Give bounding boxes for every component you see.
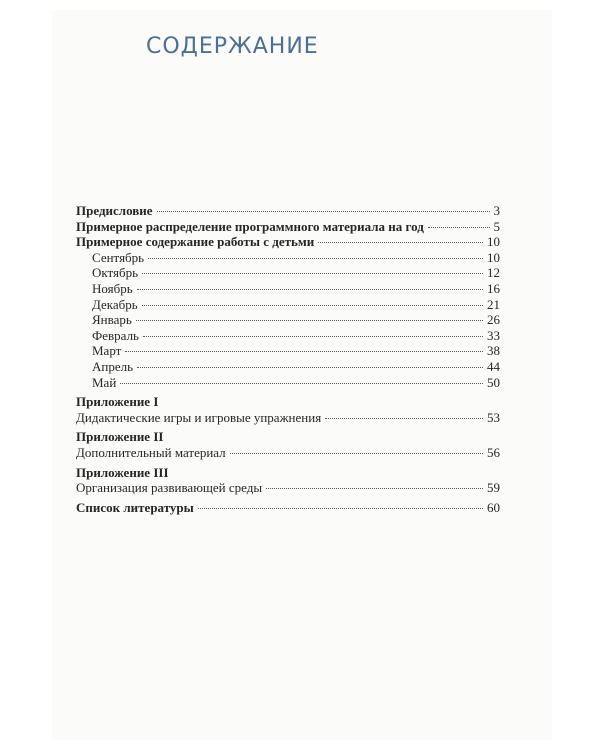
toc-entry-label: Ноябрь	[92, 280, 133, 296]
toc-entry-label: Приложение III	[76, 464, 169, 480]
toc-entry	[76, 250, 500, 266]
toc-entry	[76, 297, 500, 313]
toc-entry	[76, 359, 500, 375]
toc-entry-page-number: 59	[487, 480, 500, 496]
dot-leader	[142, 305, 483, 306]
page-title: СОДЕРЖАНИЕ	[146, 34, 319, 59]
toc-entry-page-number: 21	[487, 296, 500, 312]
toc-entry-page-number: 44	[487, 358, 500, 374]
toc-entry-label: Примерное содержание работы с детьми	[76, 234, 315, 250]
toc-entry-label: Декабрь	[92, 296, 138, 312]
toc-entry-label: Октябрь	[92, 265, 139, 281]
toc-entry	[76, 343, 500, 359]
toc-entry-page-number: 16	[487, 280, 500, 296]
dot-leader	[143, 336, 483, 337]
toc-entry	[76, 429, 500, 445]
dot-leader	[325, 418, 483, 419]
toc-entry-label: Дополнительный материал	[76, 444, 226, 460]
dot-leader	[266, 488, 483, 489]
toc-entry	[76, 480, 500, 496]
toc-entry	[76, 234, 500, 250]
dot-leader	[137, 367, 483, 368]
toc-entry	[76, 465, 500, 481]
toc-entry-page-number: 56	[487, 444, 500, 460]
dot-leader	[142, 273, 483, 274]
dot-leader	[157, 211, 490, 212]
toc-entry	[76, 203, 500, 219]
toc-entry-page-number: 60	[487, 499, 500, 515]
toc-entry-page-number: 50	[487, 374, 500, 390]
toc-entry-page-number: 10	[487, 249, 500, 265]
toc-entry	[76, 500, 500, 516]
toc-entry-label: Апрель	[92, 358, 134, 374]
toc-entry-label: Предисловие	[76, 203, 153, 218]
toc-entry-label: Дидактические игры и игровые упражнения	[76, 409, 322, 425]
toc-entry-label: Май	[92, 374, 117, 390]
toc-entry-page-number: 3	[493, 203, 500, 218]
toc-entry-label: Март	[92, 343, 122, 359]
dot-leader	[125, 351, 483, 352]
toc-entry-page-number: 12	[487, 265, 500, 281]
toc-entry-page-number: 53	[487, 409, 500, 425]
toc-entry-label: Организация развивающей среды	[76, 480, 263, 496]
dot-leader	[136, 320, 483, 321]
toc-entry	[76, 375, 500, 391]
toc-entry-page-number: 33	[487, 327, 500, 343]
toc-entry-page-number: 38	[487, 343, 500, 359]
toc-entry	[76, 445, 500, 461]
toc-entry-label: Примерное распределение программного материала на год	[76, 218, 424, 234]
toc-entry-page-number: 5	[493, 218, 500, 234]
toc-entry-page-number: 26	[487, 312, 500, 328]
toc-entry	[76, 394, 500, 410]
dot-leader	[198, 508, 483, 509]
toc-entry-label: Приложение II	[76, 429, 164, 445]
toc-entry-label: Сентябрь	[92, 249, 145, 265]
dot-leader	[428, 227, 490, 228]
toc-entry-label: Список литературы	[76, 499, 194, 515]
dot-leader	[148, 258, 483, 259]
toc-entry-label: Приложение I	[76, 394, 159, 410]
toc-entry-label: Февраль	[92, 327, 139, 343]
toc-entry	[76, 281, 500, 297]
table-of-contents	[76, 203, 500, 515]
toc-entry	[76, 410, 500, 426]
dot-leader	[137, 289, 483, 290]
toc-entry	[76, 219, 500, 235]
dot-leader	[120, 383, 483, 384]
toc-entry-label: Январь	[92, 312, 132, 328]
dot-leader	[318, 242, 483, 243]
toc-entry	[76, 312, 500, 328]
toc-entry	[76, 328, 500, 344]
dot-leader	[230, 453, 483, 454]
toc-entry-page-number: 10	[487, 234, 500, 250]
toc-entry	[76, 265, 500, 281]
